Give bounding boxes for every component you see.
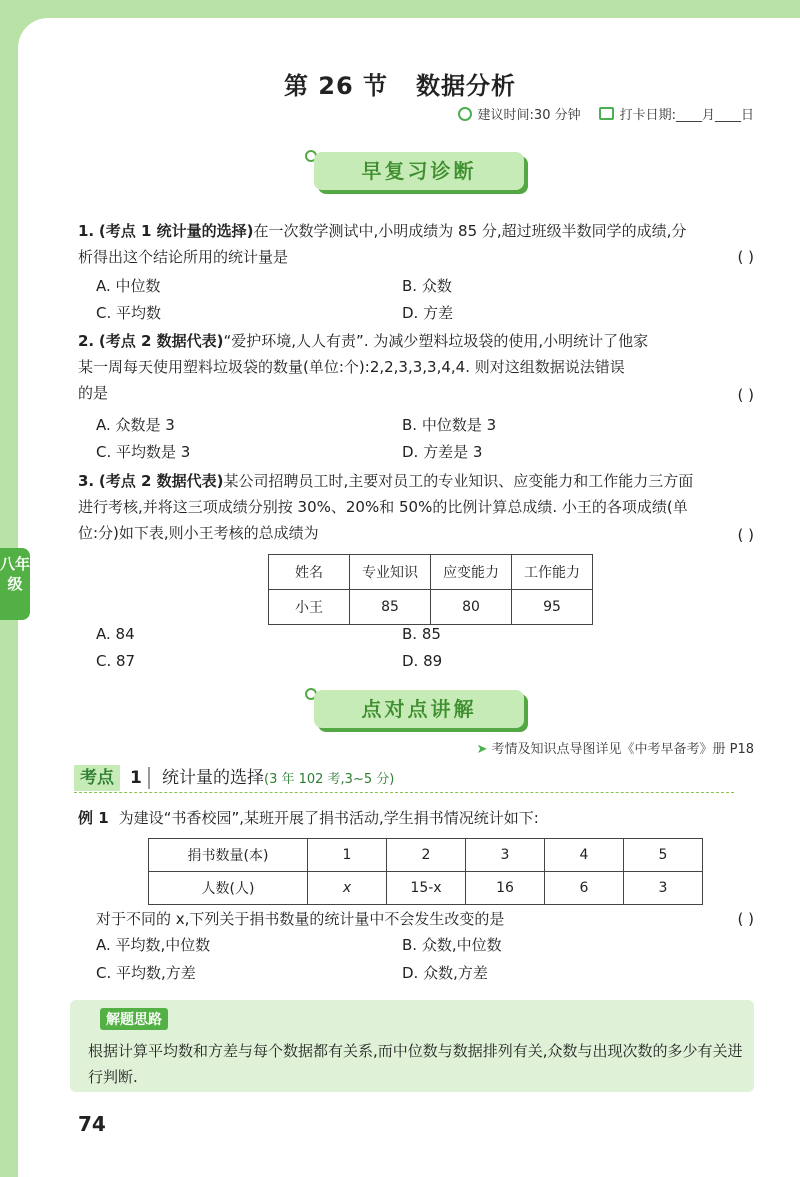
option-a: A. 中位数 — [96, 277, 161, 295]
question-text: “爱护环境,人人有责”. 为减少塑料垃圾袋的使用,小明统计了他家 — [223, 332, 649, 350]
option-c: C. 平均数是 3 — [96, 443, 191, 461]
review-banner: 早复习诊断 — [314, 152, 524, 190]
question-3 — [78, 468, 756, 546]
section-title — [0, 66, 800, 101]
option-c: C. 平均数,方差 — [96, 964, 196, 982]
table-header-cell: 人数(人) — [149, 872, 308, 905]
question-topic: (考点 2 数据代表) — [98, 472, 224, 490]
grade-side-tab: 八年级 — [0, 548, 30, 620]
table-header-cell: 工作能力 — [512, 555, 593, 590]
option-a: A. 84 — [96, 625, 135, 643]
question-1 — [78, 218, 756, 270]
question-text-end: 位:分)如下表,则小王考核的总成绩为 — [78, 524, 319, 542]
reference-note — [476, 738, 754, 757]
option-b: B. 众数 — [402, 277, 452, 295]
question-2 — [78, 328, 756, 406]
table-cell: 85 — [350, 590, 431, 625]
question-number: 3. — [78, 472, 95, 490]
question-topic: (考点 1 统计量的选择) — [98, 222, 254, 240]
table-cell: 4 — [545, 839, 624, 872]
suggested-time: 建议时间:30 分钟 — [477, 108, 581, 123]
example-question: 对于不同的 x,下列关于捐书数量的统计量中不会发生改变的是 — [96, 910, 505, 928]
donation-table — [148, 838, 703, 905]
option-d: D. 方差是 3 — [402, 443, 483, 461]
table-cell: 1 — [308, 839, 387, 872]
option-b: B. 中位数是 3 — [402, 416, 497, 434]
table-row — [149, 839, 703, 872]
example-text: 为建设“书香校园”,某班开展了捐书活动,学生捐书情况统计如下: — [118, 809, 539, 827]
example-label: 例 1 — [78, 809, 109, 827]
option-d: D. 89 — [402, 652, 443, 670]
question-number: 1. — [78, 222, 95, 240]
table-cell: 5 — [624, 839, 703, 872]
explain-banner: 点对点讲解 — [314, 690, 524, 728]
dashed-underline — [74, 792, 734, 793]
table-row — [149, 872, 703, 905]
reference-text: 考情及知识点导图详见《中考早备考》册 P18 — [491, 742, 754, 757]
divider — [148, 767, 150, 789]
section-number: 第 26 节 — [283, 72, 389, 100]
solution-idea-box — [70, 1000, 754, 1092]
table-header-cell: 应变能力 — [431, 555, 512, 590]
table-cell: 6 — [545, 872, 624, 905]
page-number: 74 — [78, 1112, 106, 1136]
option-d: D. 众数,方差 — [402, 964, 488, 982]
option-b: B. 众数,中位数 — [402, 936, 502, 954]
option-c: C. 平均数 — [96, 304, 162, 322]
answer-paren: ( ) — [737, 248, 754, 266]
answer-paren: ( ) — [737, 526, 754, 544]
question-topic: (考点 2 数据代表) — [98, 332, 224, 350]
knowledge-point-stats: (3 年 102 考,3~5 分) — [264, 772, 395, 787]
table-cell: 80 — [431, 590, 512, 625]
table-cell: 2 — [387, 839, 466, 872]
question-text-cont: 进行考核,并将这三项成绩分别按 30%、20%和 50%的比例计算总成绩. 小王的各项成绩(单 — [78, 498, 688, 516]
option-a: A. 平均数,中位数 — [96, 936, 211, 954]
answer-paren: ( ) — [737, 910, 754, 928]
check-in-date: 打卡日期:____月____日 — [619, 108, 754, 123]
question-text-end: 的是 — [78, 384, 109, 402]
knowledge-point-name: 统计量的选择 — [162, 768, 264, 788]
table-cell: 3 — [624, 872, 703, 905]
table-header-cell: 专业知识 — [350, 555, 431, 590]
table-cell: 16 — [466, 872, 545, 905]
option-a: A. 众数是 3 — [96, 416, 175, 434]
knowledge-point-title — [162, 765, 394, 793]
table-header-cell: 姓名 — [269, 555, 350, 590]
knowledge-point-header — [74, 765, 754, 791]
knowledge-point-label: 考点 — [74, 765, 120, 791]
table-header-cell: 捐书数量(本) — [149, 839, 308, 872]
table-cell: x — [308, 872, 387, 905]
table-cell: 3 — [466, 839, 545, 872]
knowledge-point-number: 1 — [130, 768, 142, 788]
option-b: B. 85 — [402, 625, 441, 643]
section-name: 数据分析 — [416, 72, 517, 100]
option-c: C. 87 — [96, 652, 136, 670]
option-d: D. 方差 — [402, 304, 454, 322]
table-row — [269, 590, 593, 625]
arrow-right-icon: ➤ — [476, 742, 488, 757]
solution-idea-label: 解题思路 — [100, 1008, 168, 1030]
calendar-icon — [599, 107, 614, 120]
section-meta — [458, 104, 754, 123]
clock-icon — [458, 107, 472, 121]
score-table — [268, 554, 593, 625]
answer-paren: ( ) — [737, 386, 754, 404]
question-text-cont: 析得出这个结论所用的统计量是 — [78, 248, 289, 266]
table-cell: 15-x — [387, 872, 466, 905]
question-number: 2. — [78, 332, 95, 350]
question-text: 在一次数学测试中,小明成绩为 85 分,超过班级半数同学的成绩,分 — [253, 222, 687, 240]
question-text-cont: 某一周每天使用塑料垃圾袋的数量(单位:个):2,2,3,3,3,4,4. 则对这组数据说法错误 — [78, 358, 625, 376]
table-cell: 小王 — [269, 590, 350, 625]
table-header-row — [269, 555, 593, 590]
table-cell: 95 — [512, 590, 593, 625]
example-1 — [78, 805, 756, 831]
solution-idea-text: 根据计算平均数和方差与每个数据都有关系,而中位数与数据排列有关,众数与出现次数的多少有关进行判断. — [88, 1042, 743, 1086]
question-text: 某公司招聘员工时,主要对员工的专业知识、应变能力和工作能力三方面 — [223, 472, 694, 490]
